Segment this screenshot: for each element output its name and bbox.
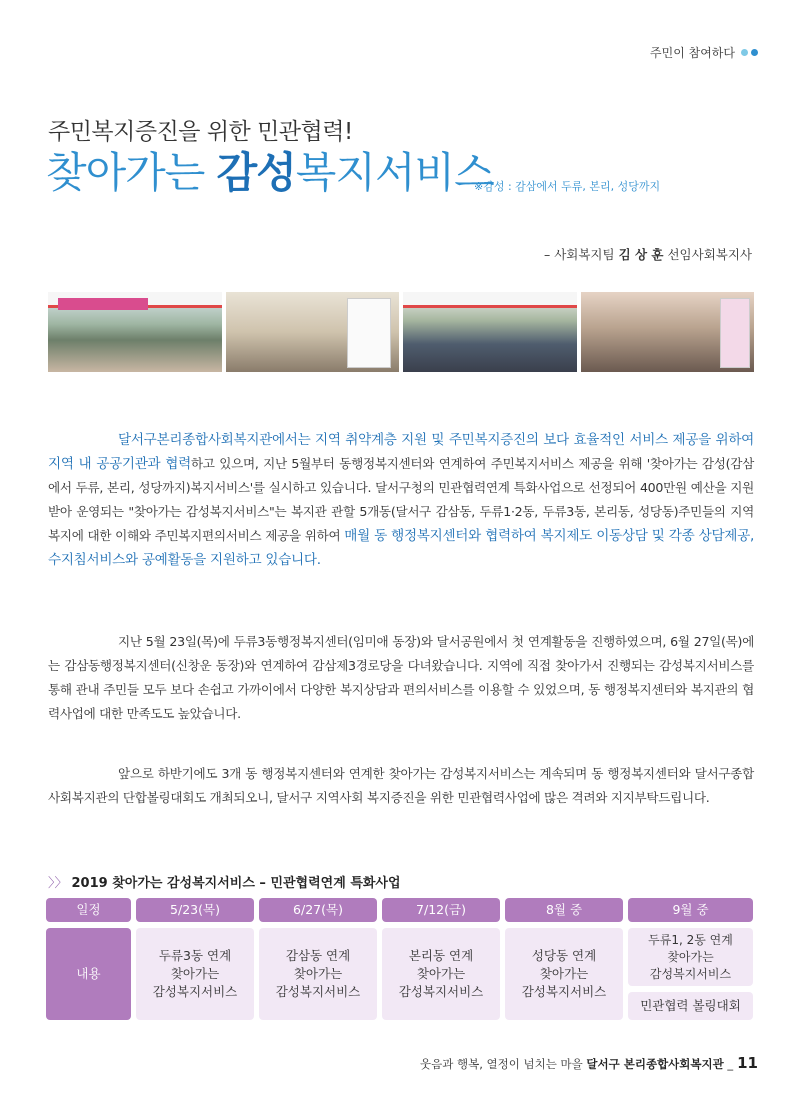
dot-icon xyxy=(751,49,758,56)
title-emphasis: 감성 xyxy=(216,148,296,197)
paragraph-3 xyxy=(48,762,754,810)
content-line: 찾아가는 xyxy=(539,966,589,981)
dot-icon xyxy=(741,49,748,56)
content-line: 감삼동 연계 xyxy=(285,948,351,963)
schedule-date: 7/12(금) xyxy=(382,898,500,922)
content-line: 두류3동 연계 xyxy=(158,948,232,963)
content-line: 감성복지서비스 xyxy=(521,984,607,999)
schedule-content xyxy=(505,928,623,1020)
paragraph-2 xyxy=(48,630,754,726)
schedule-title: 2019 찾아가는 감성복지서비스 – 민관협력연계 특화사업 xyxy=(71,876,401,891)
schedule-date: 9월 중 xyxy=(628,898,753,922)
content-line: 찾아가는 xyxy=(170,966,220,981)
photo-officials-visit xyxy=(403,292,577,372)
paragraph-1 xyxy=(48,428,754,572)
section-tag xyxy=(650,44,758,61)
schedule-content xyxy=(136,928,254,1020)
content-line: 감성복지서비스 xyxy=(649,966,732,981)
schedule-content xyxy=(259,928,377,1020)
byline-role: 선임사회복지사 xyxy=(663,247,752,262)
content-line: 찾아가는 xyxy=(667,949,714,964)
byline xyxy=(544,245,752,263)
schedule-extra-event xyxy=(628,992,753,1020)
paragraph-2-text: 지난 5월 23일(목)에 두류3동행정복지센터(임미애 동장)와 달서공원에서 첫 연계활동을 진행하였으며, 6월 27일(목)에는 감삼동행정복지센터(신창운 동장)와 연계하여 감삼제3경로당을 다녀왔습니다. 지역에 직접 찾아가서 진행되는 감성복지서비스를 통해 관내 주민들 모두 보다 손쉽고 가까이에서 다양한 복지상담과 편의서비스를 이용할 수 있었으며, 동 행정복지센터와 복지관의 협력사업에 대한 만족도도 높았습니다. xyxy=(48,634,754,721)
schedule-row-label-content xyxy=(46,928,131,1020)
section-tag-label: 주민이 참여하다 xyxy=(650,46,735,60)
schedule-content xyxy=(382,928,500,1020)
content-line: 두류1, 2동 연계 xyxy=(648,932,733,947)
footer-tagline: 웃음과 행복, 열정이 넘치는 마을 xyxy=(420,1057,587,1071)
schedule-row-label-date: 일정 xyxy=(46,898,131,922)
content-line: 감성복지서비스 xyxy=(152,984,238,999)
footer-org: 달서구 본리종합사회복지관 xyxy=(586,1057,724,1071)
content-line: 감성복지서비스 xyxy=(398,984,484,999)
chevron-right-icon: 〉〉 xyxy=(48,876,68,891)
schedule-heading xyxy=(48,872,401,891)
content-line: 본리동 연계 xyxy=(408,948,474,963)
title-note: ※감성 : 감삼에서 두류, 본리, 성당까지 xyxy=(474,180,661,193)
content-line: 성당동 연계 xyxy=(531,948,597,963)
schedule-date: 8월 중 xyxy=(505,898,623,922)
article-subtitle: 주민복지증진을 위한 민관협력! xyxy=(48,119,353,145)
article-title xyxy=(46,140,494,200)
paragraph-1-text: 하고 있으며, 지난 5월부터 동행정복지센터와 연계하여 주민복지서비스 제공을 위해 '찾아가는 감성(감삼에서 두류, 본리, 성당까지)복지서비스'를 실시하고 있습니다. 달서구청의 민관협력연계 특화사업으로 선정되어 400만원 예산을 지원받아 운영되는 "찾아가는 감성복지서비스"는 복지관 관할 5개동(달서구 감삼동, 두류1·2동, 두류3동, 본리동, 성당동)주민들의 지역복지에 대한 이해와 주민복지편의서비스 제공을 위하여 xyxy=(48,456,755,543)
page-footer xyxy=(420,1054,758,1072)
page-number: 11 xyxy=(737,1054,758,1072)
content-line: 찾아가는 xyxy=(416,966,466,981)
schedule-row-label-content-text: 내용 xyxy=(76,966,101,981)
title-part-2: 복지서비스 xyxy=(295,148,494,197)
highlight-text-2: 매월 동 행정복지센터와 협력하여 복지제도 이동상담 및 각종 상담제공, 수지침서비스와 공예활동을 지원하고 있습니다. xyxy=(48,528,754,568)
extra-event-label: 민관협력 볼링대회 xyxy=(640,998,741,1013)
section-dots xyxy=(741,49,758,56)
photo-strip xyxy=(48,292,754,372)
highlight-text-1: 달서구본리종합사회복지관에서는 지역 취약계층 지원 및 주민복지증진의 보다 효율적인 서비스 제공을 위하여 지역 내 공공기관과 협력 xyxy=(48,432,754,472)
content-line: 감성복지서비스 xyxy=(275,984,361,999)
photo-outdoor-tent-consultation xyxy=(48,292,222,372)
photo-mental-health-booth xyxy=(226,292,400,372)
footer-separator: _ xyxy=(723,1057,734,1071)
content-line: 찾아가는 xyxy=(293,966,343,981)
schedule-content xyxy=(628,928,753,986)
paragraph-3-text: 앞으로 하반기에도 3개 동 행정복지센터와 연계한 찾아가는 감성복지서비스는 계속되며 동 행정복지센터와 달서구종합사회복지관의 단합볼링대회도 개최되오니, 달서구 지역사회 복지증진을 위한 민관협력사업에 많은 격려와 지지부탁드립니다. xyxy=(48,766,754,805)
photo-nail-art-service xyxy=(581,292,755,372)
byline-team: – 사회복지팀 xyxy=(543,247,619,262)
byline-author: 김 상 훈 xyxy=(618,247,664,262)
title-part-1: 찾아가는 xyxy=(46,148,217,197)
schedule-date: 5/23(목) xyxy=(136,898,254,922)
schedule-date: 6/27(목) xyxy=(259,898,377,922)
